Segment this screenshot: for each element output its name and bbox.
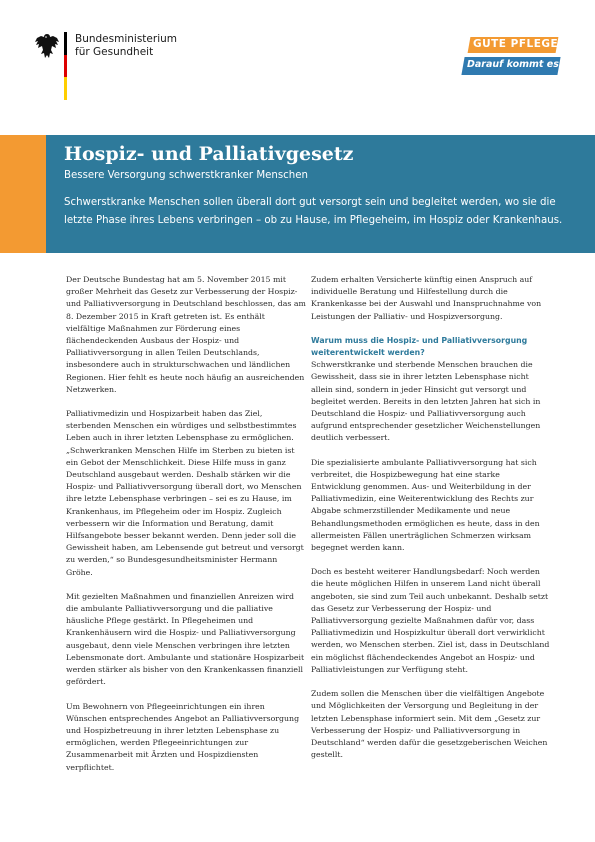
banner-accent-bar	[0, 135, 46, 253]
paragraph: Schwerstkranke und sterbende Menschen brauchen die Gewissheit, dass sie in ihrer letzten Lebensphase nicht allein sind, sondern in jeder Hinsicht gut versorgt und begleitet werden. Bereits in den letzten Jahren hat sich in Deutschland die Hospiz- und Palliativversorgung auch aufgrund entsprechender gesetzlicher Weichenstellungen deutlich verbessert.	[311, 360, 541, 443]
page-subtitle: Bessere Versorgung schwerstkranker Menschen	[64, 170, 308, 181]
section-heading: Warum muss die Hospiz- und Palliativversorgung weiterentwickelt werden?	[311, 335, 528, 358]
paragraph: Palliativmedizin und Hospizarbeit haben das Ziel, sterbenden Menschen ein würdiges und selbstbestimmtes Leben auch in ihrer letzten Lebensphase zu ermöglichen. „Schwerkranken Menschen Hilfe im Sterben zu bieten ist ein Gebot der Menschlichkeit. Diese Hilfe muss in ganz Deutschland ausgebaut werden. Deshalb stärken wir die Hospiz- und Palliativversorgung überall dort, wo Menschen ihre letzte Lebensphase verbringen – sei es zu Hause, im Krankenhaus, im Pflegeheim oder im Hospiz. Zugleich verbessern wir die Information und Beratung, damit Hilfsangebote besser bekannt werden. Denn jeder soll die Gewissheit haben, am Lebensende gut betreut und versorgt zu werden,“ so Bundesgesundheitsminister Hermann Gröhe.	[66, 409, 304, 577]
page-header	[0, 0, 595, 135]
ministry-name-line2: für Gesundheit	[75, 45, 154, 58]
paragraph: Um Bewohnern von Pflegeeinrichtungen ein ihren Wünschen entsprechendes Angebot an Palliativversorgung und Hospizbetreuung in ihrer letzten Lebensphase zu ermöglichen, werden Pflegeeinrichtungen zur Zusammenarbeit mit Ärzten und Hospizdiensten verpflichtet.	[66, 701, 300, 772]
intro-text: Schwerstkranke Menschen sollen überall dort gut versorgt sein und begleitet werden, wo sie die letzte Phase ihres Lebens verbringen – ob zu Hause, im Pflegeheim, im Hospiz oder Krankenhaus.	[64, 197, 563, 226]
left-column	[66, 274, 306, 786]
paragraph: Zudem erhalten Versicherte künftig einen Anspruch auf individuelle Beratung und Hilfestellung durch die Krankenkasse bei der Auswahl und Inanspruchnahme von Leistungen der Palliativ- und Hospizversorgung.	[311, 275, 542, 321]
gute-pflege-badge	[463, 37, 576, 81]
paragraph: Die spezialisierte ambulante Palliativversorgung hat sich verbreitet, die Hospizbewegung hat eine starke Entwicklung genommen. Aus- und Weiterbildung in der Palliativmedizin, eine Weiterentwicklung des Rechts zur Abgabe schmerzstillender Medikamente und neue Behandlungsmethoden ermöglichen es heute, dass in den allermeisten Fällen unerträglichen Schmerzen wirksam begegnet werden kann.	[311, 457, 540, 553]
badge-bottom-text: Darauf kommt es an	[467, 59, 576, 70]
right-column	[311, 274, 551, 773]
paragraph: Zudem sollen die Menschen über die vielfältigen Angebote und Möglichkeiten der Versorgung und Begleitung in der letzten Lebensphase informiert sein. Mit dem „Gesetz zur Verbesserung der Hospiz- und Palliativversorgung in Deutschland“ werden dafür die gesetzgeberischen Weichen gestellt.	[311, 689, 548, 760]
ministry-name-line1: Bundesministerium	[75, 33, 177, 45]
federal-eagle-icon	[34, 32, 60, 60]
paragraph: Der Deutsche Bundestag hat am 5. November 2015 mit großer Mehrheit das Gesetz zur Verbesserung der Hospiz- und Palliativversorgung in Deutschland beschlossen, das am 8. Dezember 2015 in Kraft getreten ist. Es enthält vielfältige Maßnahmen zur Förderung eines flächendeckenden Ausbaus der Hospiz- und Palliativversorgung in allen Teilen Deutschlands, insbesondere auch in strukturschwachen und ländlichen Regionen. Hier fehlt es heute noch häufig an ausreichenden Netzwerken.	[66, 275, 306, 394]
ministry-logo-text	[75, 33, 177, 58]
badge-top-text: GUTE PFLEGE	[473, 38, 559, 50]
page-title: Hospiz- und Palliativgesetz	[64, 143, 354, 165]
paragraph: Mit gezielten Maßnahmen und finanziellen Anreizen wird die ambulante Palliativversorgung und die palliative häusliche Pflege gestärkt. In Pflegeheimen und Krankenhäusern wird die Hospiz- und Palliativversorgung ausgebaut, denn viele Menschen verbringen ihre letzten Lebensmonate dort. Ambulante und stationäre Hospizarbeit werden stärker als bisher von den Krankenkassen finanziell gefördert.	[66, 591, 305, 687]
paragraph: Doch es besteht weiterer Handlungsbedarf: Noch werden die heute möglichen Hilfen in unserem Land nicht überall angeboten, sie sind zum Teil auch unbekannt. Deshalb setzt das Gesetz zur Verbesserung der Hospiz- und Palliativversorgung gezielte Maßnahmen dafür vor, dass Palliativmedizin und Hospizkultur überall dort verwirklicht werden, wo Menschen sterben. Ziel ist, dass in Deutschland ein möglichst flächendeckendes Angebot an Hospiz- und Palliativleistungen zur Verfügung steht.	[311, 567, 550, 674]
german-flag-stripe	[64, 32, 67, 100]
